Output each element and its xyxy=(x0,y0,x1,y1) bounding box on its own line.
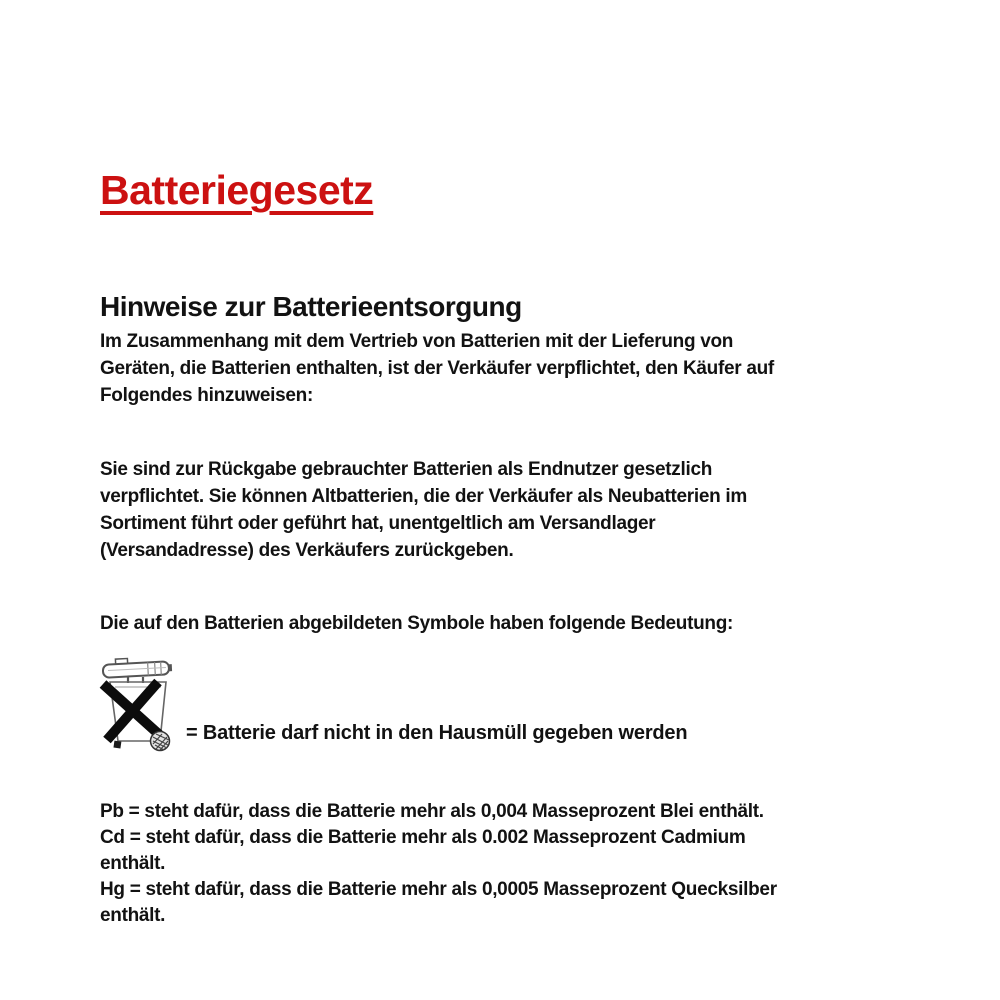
page-title: Batteriegesetz xyxy=(100,167,374,214)
paragraph-line: Im Zusammenhang mit dem Vertrieb von Batterien mit der Lieferung von xyxy=(100,331,734,352)
paragraph-line: Cd = steht dafür, dass die Batterie mehr als 0.002 Masseprozent Cadmium xyxy=(100,827,746,848)
paragraph-line: Geräten, die Batterien enthalten, ist der Verkäufer verpflichtet, den Käufer auf xyxy=(100,358,774,379)
paragraph-line: Pb = steht dafür, dass die Batterie mehr als 0,004 Masseprozent Blei enthält. xyxy=(100,801,764,822)
paragraph-line: Die auf den Batterien abgebildeten Symbole haben folgende Bedeutung: xyxy=(100,613,734,634)
symbols-intro xyxy=(100,610,733,637)
paragraph-line: Folgendes hinzuweisen: xyxy=(100,385,313,406)
paragraph-line: Hg = steht dafür, dass die Batterie mehr als 0,0005 Masseprozent Quecksilber xyxy=(100,879,777,900)
paragraph-line: enthält. xyxy=(100,853,166,874)
paragraph-line: Sie sind zur Rückgabe gebrauchter Batterien als Endnutzer gesetzlich xyxy=(100,459,713,480)
paragraph-line: (Versandadresse) des Verkäufers zurückgeben. xyxy=(100,540,514,561)
paragraph-line: verpflichtet. Sie können Altbatterien, die der Verkäufer als Neubatterien im xyxy=(100,486,747,507)
bin-symbol-meaning: = Batterie darf nicht in den Hausmüll gegeben werden xyxy=(186,722,688,744)
section-heading: Hinweise zur Batterieentsorgung xyxy=(100,291,522,323)
paragraph-line: Sortiment führt oder geführt hat, unentgeltlich am Versandlager xyxy=(100,513,656,534)
chemical-symbols-paragraph xyxy=(100,799,777,929)
crossed-out-wheeled-bin-icon xyxy=(98,652,180,754)
return-obligation-paragraph xyxy=(100,456,747,564)
bin-symbol-row xyxy=(98,652,687,754)
intro-paragraph xyxy=(100,328,774,409)
paragraph-line: enthält. xyxy=(100,905,166,926)
